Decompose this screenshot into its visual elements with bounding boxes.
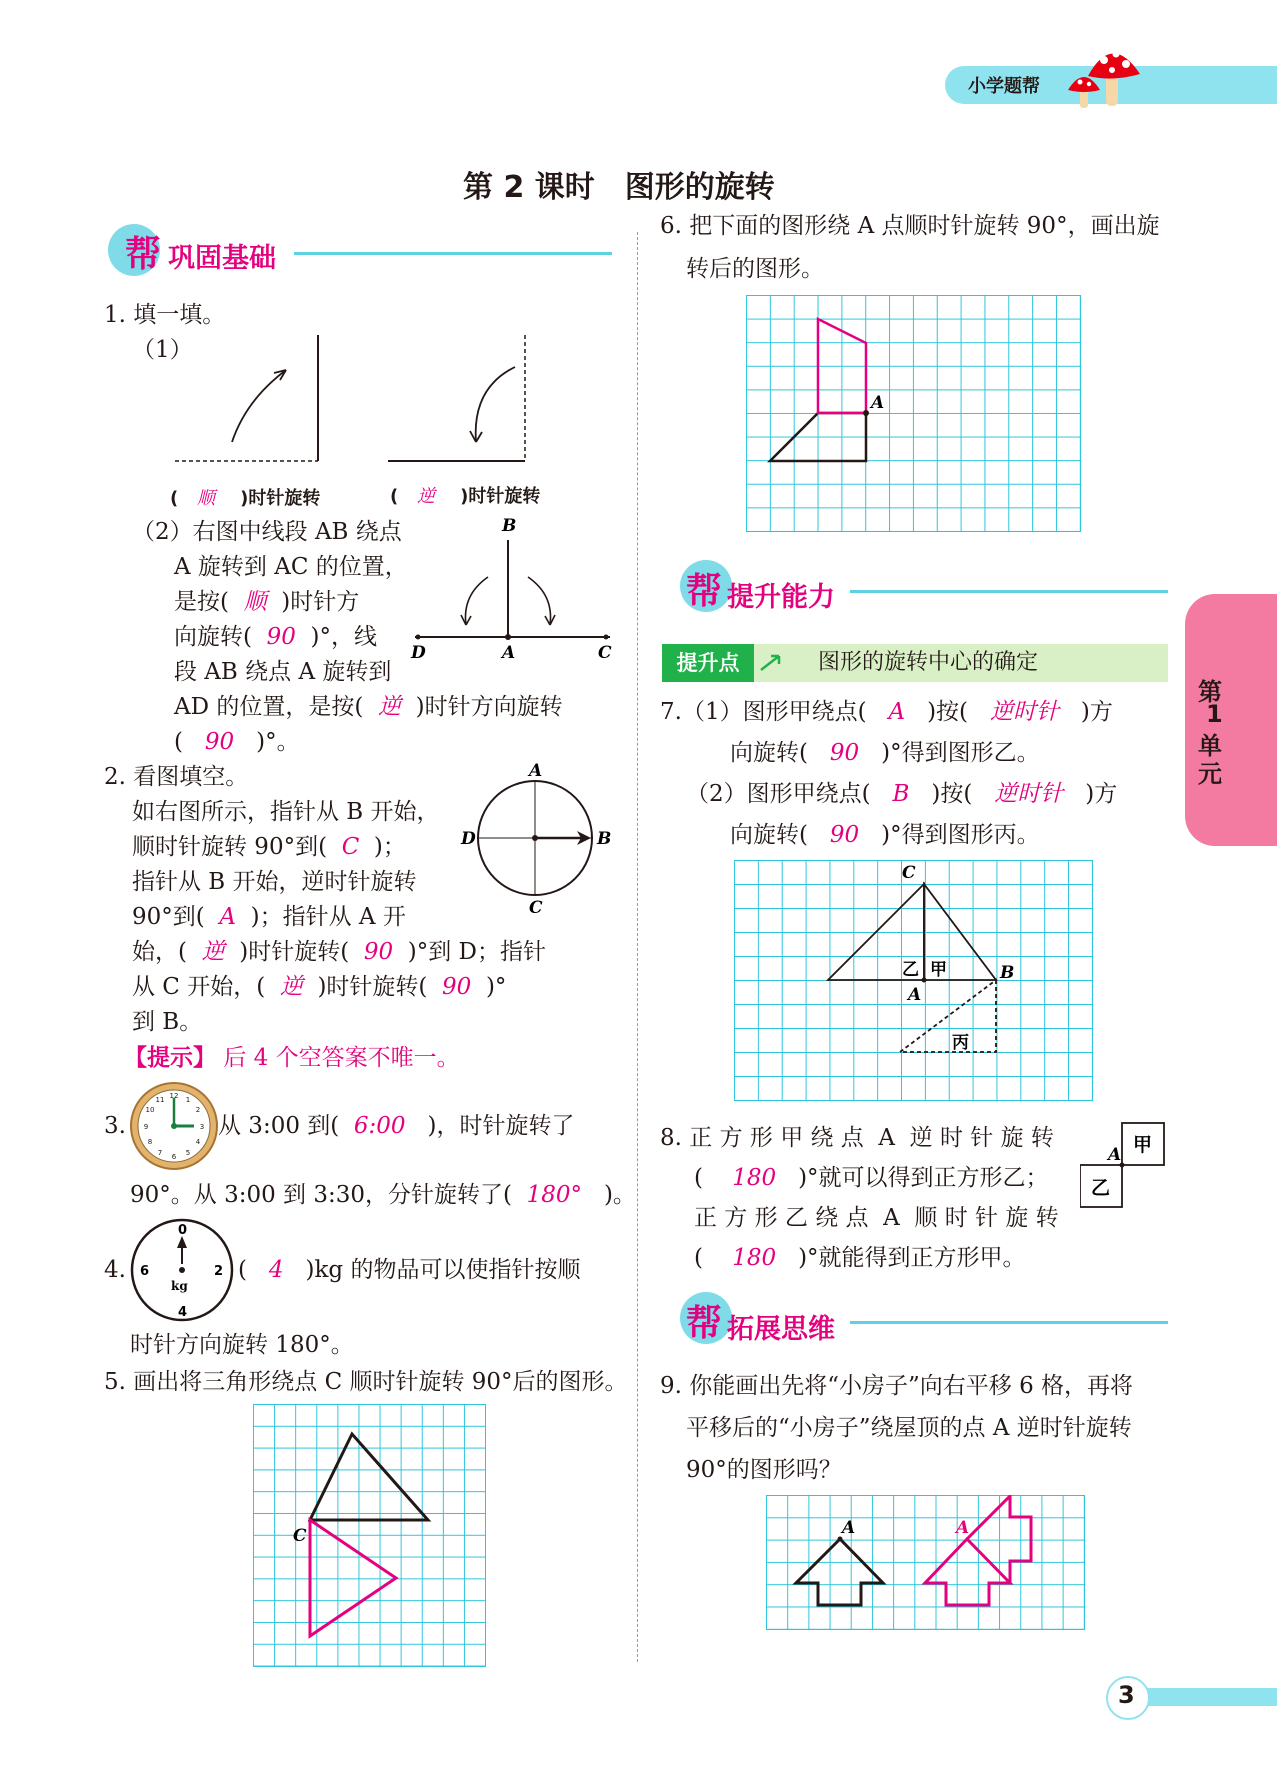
q1-head: 1. 填一填。 [104, 302, 226, 328]
section-title-basics: 巩固基础 [168, 243, 276, 274]
label-A: A [502, 643, 516, 663]
q9-line1: 9. 你能画出先将“小房子”向右平移 6 格，再将 [660, 1373, 1134, 1399]
label-A: A [908, 985, 922, 1005]
dial-label-A: A [529, 761, 543, 781]
q2-line1: 如右图所示，指针从 B 开始， [132, 799, 440, 825]
section-icon: 帮 [125, 234, 162, 275]
section-line [850, 590, 1168, 593]
svg-text:1: 1 [185, 1096, 191, 1104]
q1-segment-figure [410, 515, 620, 665]
q1-part1: （1） [132, 337, 193, 363]
q1-rotation-figures [170, 330, 560, 470]
section-icon: 帮 [686, 571, 723, 612]
q9-houses [766, 1495, 1086, 1631]
q4-line1: ( 4 )kg 的物品可以使指针按顺 [238, 1257, 581, 1283]
label-A: A [842, 1518, 856, 1538]
label-jia: 甲 [1133, 1134, 1153, 1156]
label-bing: 丙 [952, 1033, 969, 1053]
label-B: B [502, 516, 517, 536]
q7-line1: 7.（1）图形甲绕点( A )按( 逆时针 )方 [660, 699, 1113, 725]
arrow-icon [757, 650, 787, 676]
q8-line3: 正 方 形 乙 绕 点 A 顺 时 针 旋 转 [694, 1205, 1059, 1231]
side-tab-char: 1 [1206, 700, 1223, 728]
tip-text: 图形的旋转中心的确定 [818, 650, 1039, 675]
label-yi: 乙 [1091, 1177, 1111, 1199]
q7-shapes [734, 860, 1094, 1102]
scale-label-0: 0 [178, 1223, 188, 1238]
q1-p2-line5: 段 AB 绕点 A 旋转到 [174, 659, 392, 685]
clock-icon [128, 1080, 220, 1172]
q8-line4: ( 180 )°就能得到正方形甲。 [694, 1245, 1026, 1271]
section-line [850, 1321, 1168, 1324]
scale-label-2: 2 [214, 1264, 224, 1279]
q7-line2: 向旋转( 90 )°得到图形乙。 [730, 740, 1040, 766]
svg-text:5: 5 [185, 1149, 191, 1157]
section-line [294, 252, 612, 255]
section-title-improve: 提升能力 [727, 582, 835, 613]
svg-text:4: 4 [195, 1138, 201, 1146]
column-divider [637, 232, 638, 1662]
scale-unit: kg [171, 1279, 188, 1293]
label-A: A [1108, 1145, 1122, 1165]
label-B: B [1000, 963, 1015, 983]
svg-text:11: 11 [155, 1096, 165, 1104]
q5-text: 5. 画出将三角形绕点 C 顺时针旋转 90°后的图形。 [104, 1369, 628, 1395]
q3-line1: 从 3:00 到( 6:00 )，时针旋转了 [218, 1113, 575, 1139]
label-D: D [411, 643, 426, 663]
side-tab-char: 第 [1198, 678, 1222, 706]
svg-text:9: 9 [143, 1123, 149, 1131]
label-C: C [293, 1526, 307, 1546]
svg-text:3: 3 [199, 1123, 205, 1131]
q2-dial-figure [455, 760, 620, 920]
q2-line7: 到 B。 [132, 1009, 203, 1035]
q3-num: 3. [104, 1113, 126, 1139]
svg-text:12: 12 [169, 1092, 179, 1100]
q7-line3: （2）图形甲绕点( B )按( 逆时针 )方 [686, 781, 1118, 807]
dial-label-C: C [529, 898, 543, 918]
q2-line6: 从 C 开始，( 逆 )时针旋转( 90 )° [132, 974, 507, 1000]
q1-p2-line2: A 旋转到 AC 的位置， [174, 554, 408, 580]
label-yi: 乙 [902, 960, 919, 980]
side-tab-char: 单 [1198, 732, 1222, 760]
q1-caption-left: ( 顺 )时针旋转 [170, 488, 321, 509]
q9-line2: 平移后的“小房子”绕屋顶的点 A 逆时针旋转 [686, 1415, 1132, 1441]
q1-p2-line7: ( 90 )°。 [174, 729, 300, 755]
q6-line2: 转后的图形。 [686, 256, 824, 282]
q2-line2: 顺时针旋转 90°到( C )； [132, 834, 406, 860]
svg-text:7: 7 [157, 1149, 163, 1157]
q6-line1: 6. 把下面的图形绕 A 点顺时针旋转 90°，画出旋 [660, 213, 1160, 239]
section-title-extend: 拓展思维 [727, 1314, 835, 1345]
dial-label-B: B [597, 829, 612, 849]
q4-num: 4. [104, 1257, 126, 1283]
q1-p2-line6: AD 的位置，是按( 逆 )时针方向旋转 [174, 694, 563, 720]
q2-head: 2. 看图填空。 [104, 764, 249, 790]
label-A: A [871, 393, 885, 413]
q1-p2-line3: 是按( 顺 )时针方 [174, 589, 360, 615]
svg-text:8: 8 [147, 1138, 153, 1146]
scale-icon [128, 1216, 240, 1324]
q2-line3: 指针从 B 开始，逆时针旋转 [132, 869, 417, 895]
q8-squares [1080, 1120, 1170, 1212]
label-A: A [956, 1518, 970, 1538]
q8-line1: 8. 正 方 形 甲 绕 点 A 逆 时 针 旋 转 [660, 1125, 1054, 1151]
q3-line2: 90°。从 3:00 到 3:30，分针旋转了( 180° )。 [130, 1182, 636, 1208]
page-title: 第 2 课时 图形的旋转 [463, 170, 775, 205]
side-tab [1185, 594, 1277, 846]
q1-p2-line1: （2）右图中线段 AB 绕点 [132, 519, 402, 545]
svg-text:10: 10 [145, 1106, 155, 1114]
q1-caption-right: ( 逆 )时针旋转 [390, 486, 541, 507]
scale-label-6: 6 [140, 1264, 150, 1279]
q5-triangles [253, 1404, 487, 1668]
svg-text:6: 6 [171, 1153, 177, 1161]
label-jia: 甲 [930, 960, 947, 980]
q2-hint: 【提示】 后 4 个空答案不唯一。 [124, 1045, 460, 1071]
label-C: C [902, 863, 916, 883]
q6-shapes [746, 295, 1082, 533]
q7-line4: 向旋转( 90 )°得到图形丙。 [730, 822, 1040, 848]
mushroom-icon [1060, 40, 1150, 115]
q1-p2-line4: 向旋转( 90 )°，线 [174, 624, 377, 650]
section-icon: 帮 [686, 1303, 723, 1344]
q9-line3: 90°的图形吗？ [686, 1457, 842, 1483]
q8-line2: ( 180 )°就可以得到正方形乙； [694, 1165, 1049, 1191]
svg-text:2: 2 [195, 1106, 201, 1114]
q4-line2: 时针方向旋转 180°。 [130, 1332, 354, 1358]
q2-line5: 始，( 逆 )时针旋转( 90 )°到 D；指针 [132, 939, 546, 965]
page-number: 3 [1118, 1681, 1135, 1709]
dial-label-D: D [461, 829, 476, 849]
label-C: C [598, 643, 612, 663]
scale-label-4: 4 [178, 1305, 188, 1320]
q2-line4: 90°到( A )；指针从 A 开 [132, 904, 406, 930]
header-brand: 小学题帮 [968, 76, 1040, 97]
tip-label: 提升点 [662, 644, 754, 682]
side-tab-char: 元 [1198, 760, 1222, 788]
